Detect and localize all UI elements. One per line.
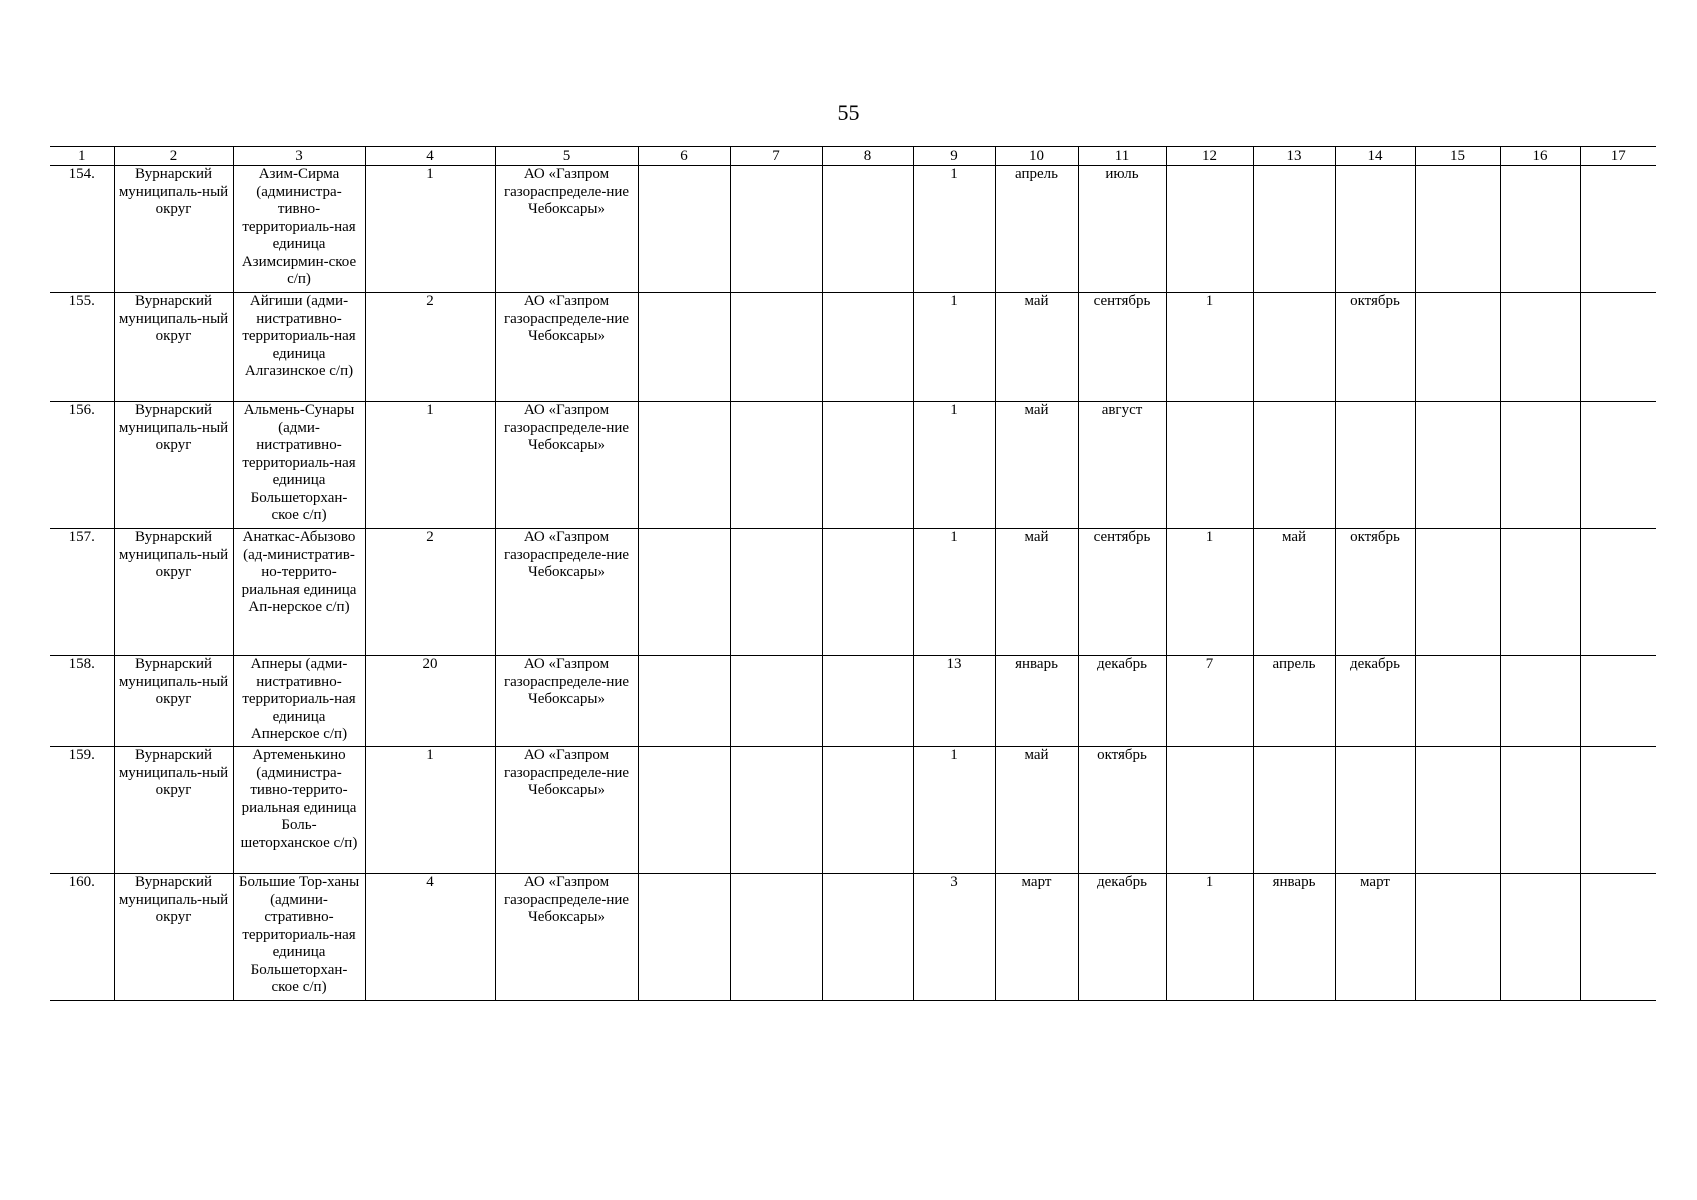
- table-cell-col-6: [638, 166, 730, 293]
- table-cell-col-2: Вурнарский муниципаль-ный округ: [114, 529, 233, 656]
- column-header: 14: [1335, 147, 1415, 166]
- table-cell-col-6: [638, 529, 730, 656]
- table-cell-col-10: май: [995, 402, 1078, 529]
- table-cell-col-1: 159.: [50, 747, 114, 874]
- table-cell-col-15: [1415, 656, 1500, 747]
- table-cell-col-5: АО «Газпром газораспределе-ние Чебоксары»: [495, 529, 638, 656]
- table-cell-col-10: май: [995, 747, 1078, 874]
- table-cell-col-16: [1500, 293, 1580, 402]
- table-cell-col-9: 1: [913, 529, 995, 656]
- table-cell-col-12: [1166, 166, 1253, 293]
- table-cell-col-11: август: [1078, 402, 1166, 529]
- table-cell-col-15: [1415, 874, 1500, 1001]
- table-cell-col-3: Альмень-Сунары (адми-нистративно-территориаль-ная единица Большеторхан-ское с/п): [233, 402, 365, 529]
- column-header: 3: [233, 147, 365, 166]
- table-cell-col-2: Вурнарский муниципаль-ный округ: [114, 293, 233, 402]
- table-row: [50, 747, 1656, 874]
- column-header: 4: [365, 147, 495, 166]
- table-row: [50, 874, 1656, 1001]
- table-cell-col-12: 1: [1166, 293, 1253, 402]
- table-cell-col-11: сентябрь: [1078, 293, 1166, 402]
- table-cell-col-2: Вурнарский муниципаль-ный округ: [114, 747, 233, 874]
- table-cell-col-14: [1335, 402, 1415, 529]
- table-cell-col-15: [1415, 293, 1500, 402]
- table-cell-col-8: [822, 529, 913, 656]
- table-cell-col-4: 1: [365, 402, 495, 529]
- table-cell-col-5: АО «Газпром газораспределе-ние Чебоксары»: [495, 293, 638, 402]
- table-row: [50, 166, 1656, 293]
- table-cell-col-12: 1: [1166, 529, 1253, 656]
- table-cell-col-16: [1500, 529, 1580, 656]
- table-cell-col-14: март: [1335, 874, 1415, 1001]
- table-cell-col-9: 13: [913, 656, 995, 747]
- column-header: 11: [1078, 147, 1166, 166]
- table-cell-col-11: декабрь: [1078, 874, 1166, 1001]
- table-row: [50, 529, 1656, 656]
- table-cell-col-14: октябрь: [1335, 529, 1415, 656]
- table-cell-col-1: 157.: [50, 529, 114, 656]
- table-cell-col-13: май: [1253, 529, 1335, 656]
- table-cell-col-9: 1: [913, 293, 995, 402]
- table-cell-col-12: 1: [1166, 874, 1253, 1001]
- table-row: [50, 293, 1656, 402]
- table-cell-col-8: [822, 874, 913, 1001]
- table-row: [50, 656, 1656, 747]
- table-cell-col-1: 154.: [50, 166, 114, 293]
- column-header: 12: [1166, 147, 1253, 166]
- table-cell-col-7: [730, 747, 822, 874]
- table-cell-col-1: 160.: [50, 874, 114, 1001]
- table-cell-col-7: [730, 293, 822, 402]
- table-cell-col-2: Вурнарский муниципаль-ный округ: [114, 166, 233, 293]
- table-cell-col-8: [822, 166, 913, 293]
- table-cell-col-1: 156.: [50, 402, 114, 529]
- table-cell-col-6: [638, 293, 730, 402]
- table-cell-col-8: [822, 293, 913, 402]
- table-cell-col-2: Вурнарский муниципаль-ный округ: [114, 656, 233, 747]
- column-header: 6: [638, 147, 730, 166]
- page-number: 55: [837, 100, 860, 125]
- column-header: 8: [822, 147, 913, 166]
- table-cell-col-15: [1415, 166, 1500, 293]
- column-header: 7: [730, 147, 822, 166]
- column-header: 10: [995, 147, 1078, 166]
- column-header: 16: [1500, 147, 1580, 166]
- table-cell-col-8: [822, 402, 913, 529]
- column-header: 5: [495, 147, 638, 166]
- table-cell-col-16: [1500, 656, 1580, 747]
- column-header: 13: [1253, 147, 1335, 166]
- table-cell-col-16: [1500, 402, 1580, 529]
- table-cell-col-6: [638, 747, 730, 874]
- table-cell-col-7: [730, 402, 822, 529]
- table-cell-col-7: [730, 656, 822, 747]
- table-cell-col-3: Артеменькино (администра-тивно-террито-риальная единица Боль-шеторханское с/п): [233, 747, 365, 874]
- table-cell-col-14: октябрь: [1335, 293, 1415, 402]
- table-cell-col-13: [1253, 293, 1335, 402]
- table-cell-col-5: АО «Газпром газораспределе-ние Чебоксары»: [495, 166, 638, 293]
- table-cell-col-6: [638, 656, 730, 747]
- table-cell-col-7: [730, 874, 822, 1001]
- table-cell-col-16: [1500, 747, 1580, 874]
- table-cell-col-12: [1166, 402, 1253, 529]
- table-cell-col-17: [1580, 402, 1656, 529]
- table-cell-col-3: Азим-Сирма (администра-тивно-территориаль-ная единица Азимсирмин-ское с/п): [233, 166, 365, 293]
- table-cell-col-5: АО «Газпром газораспределе-ние Чебоксары»: [495, 402, 638, 529]
- table-cell-col-4: 20: [365, 656, 495, 747]
- table-cell-col-3: Апнеры (адми-нистративно-территориаль-ная единица Апнерское с/п): [233, 656, 365, 747]
- table-cell-col-10: май: [995, 293, 1078, 402]
- table-cell-col-17: [1580, 166, 1656, 293]
- table-cell-col-9: 1: [913, 166, 995, 293]
- column-header: 1: [50, 147, 114, 166]
- table-cell-col-6: [638, 874, 730, 1001]
- table-cell-col-14: декабрь: [1335, 656, 1415, 747]
- table-cell-col-7: [730, 529, 822, 656]
- column-header: 9: [913, 147, 995, 166]
- table-cell-col-13: [1253, 747, 1335, 874]
- table-cell-col-17: [1580, 874, 1656, 1001]
- table-row: [50, 402, 1656, 529]
- table-cell-col-14: [1335, 166, 1415, 293]
- table-cell-col-10: январь: [995, 656, 1078, 747]
- column-header: 17: [1580, 147, 1656, 166]
- table-cell-col-17: [1580, 293, 1656, 402]
- table-cell-col-6: [638, 402, 730, 529]
- table-cell-col-11: декабрь: [1078, 656, 1166, 747]
- data-table: [50, 146, 1656, 1001]
- table-cell-col-5: АО «Газпром газораспределе-ние Чебоксары»: [495, 656, 638, 747]
- table-cell-col-10: март: [995, 874, 1078, 1001]
- table-cell-col-4: 2: [365, 293, 495, 402]
- table-cell-col-9: 1: [913, 402, 995, 529]
- table-cell-col-8: [822, 656, 913, 747]
- table-cell-col-12: [1166, 747, 1253, 874]
- table-cell-col-9: 3: [913, 874, 995, 1001]
- table-cell-col-9: 1: [913, 747, 995, 874]
- table-cell-col-10: май: [995, 529, 1078, 656]
- table-cell-col-8: [822, 747, 913, 874]
- table-cell-col-17: [1580, 656, 1656, 747]
- table-cell-col-15: [1415, 529, 1500, 656]
- table-cell-col-17: [1580, 529, 1656, 656]
- table-cell-col-3: Большие Тор-ханы (админи-стративно-территориаль-ная единица Большеторхан-ское с/п): [233, 874, 365, 1001]
- table-cell-col-5: АО «Газпром газораспределе-ние Чебоксары»: [495, 874, 638, 1001]
- table-cell-col-1: 158.: [50, 656, 114, 747]
- table-cell-col-15: [1415, 747, 1500, 874]
- table-cell-col-13: [1253, 402, 1335, 529]
- table-cell-col-16: [1500, 874, 1580, 1001]
- table-cell-col-14: [1335, 747, 1415, 874]
- table-cell-col-4: 1: [365, 166, 495, 293]
- table-cell-col-10: апрель: [995, 166, 1078, 293]
- table-cell-col-4: 4: [365, 874, 495, 1001]
- table-cell-col-3: Айгиши (адми-нистративно-территориаль-ная единица Алгазинское с/п): [233, 293, 365, 402]
- table-cell-col-4: 2: [365, 529, 495, 656]
- table-cell-col-17: [1580, 747, 1656, 874]
- table-cell-col-3: Анаткас-Абызово (ад-министратив-но-террито-риальная единица Ап-нерское с/п): [233, 529, 365, 656]
- table-cell-col-13: [1253, 166, 1335, 293]
- table-cell-col-7: [730, 166, 822, 293]
- table-cell-col-12: 7: [1166, 656, 1253, 747]
- table-cell-col-11: сентябрь: [1078, 529, 1166, 656]
- table-cell-col-2: Вурнарский муниципаль-ный округ: [114, 874, 233, 1001]
- table-cell-col-13: январь: [1253, 874, 1335, 1001]
- column-number-row: [50, 147, 1656, 166]
- table-cell-col-16: [1500, 166, 1580, 293]
- table-cell-col-13: апрель: [1253, 656, 1335, 747]
- table-cell-col-4: 1: [365, 747, 495, 874]
- table-cell-col-1: 155.: [50, 293, 114, 402]
- column-header: 2: [114, 147, 233, 166]
- table-cell-col-11: июль: [1078, 166, 1166, 293]
- column-header: 15: [1415, 147, 1500, 166]
- table-cell-col-15: [1415, 402, 1500, 529]
- table-cell-col-2: Вурнарский муниципаль-ный округ: [114, 402, 233, 529]
- table-cell-col-11: октябрь: [1078, 747, 1166, 874]
- table-cell-col-5: АО «Газпром газораспределе-ние Чебоксары»: [495, 747, 638, 874]
